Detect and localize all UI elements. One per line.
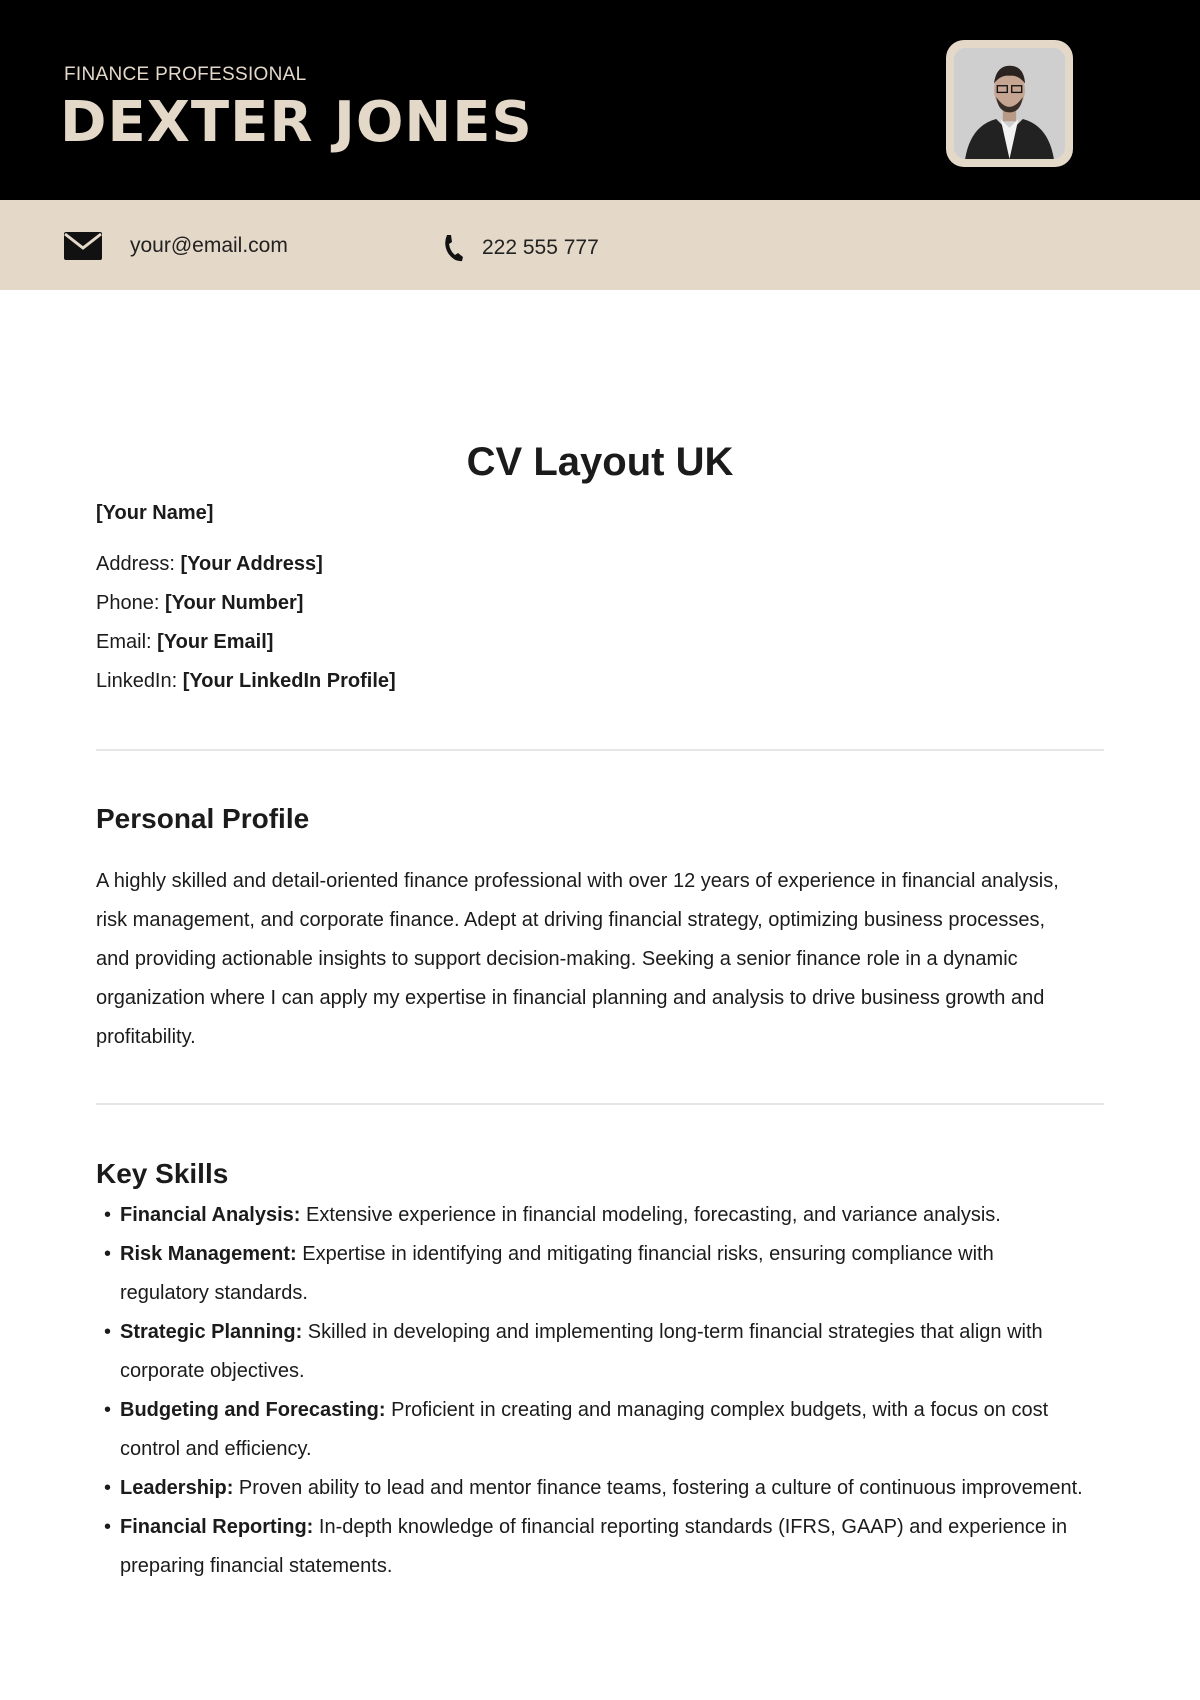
field-label: Address: bbox=[96, 553, 175, 575]
envelope-icon bbox=[64, 232, 102, 260]
profile-photo bbox=[946, 40, 1073, 167]
phone-text: 222 555 777 bbox=[482, 236, 599, 259]
skill-title: Budgeting and Forecasting: bbox=[120, 1399, 386, 1421]
field-label: LinkedIn: bbox=[96, 670, 178, 692]
email-line bbox=[96, 631, 273, 654]
list-item bbox=[96, 1508, 1086, 1586]
candidate-name: DEXTER JONES bbox=[60, 90, 533, 155]
field-value: [Your Email] bbox=[157, 631, 274, 653]
skill-title: Financial Reporting: bbox=[120, 1516, 314, 1538]
field-value: [Your Address] bbox=[180, 553, 323, 575]
contact-email bbox=[64, 232, 288, 260]
list-item bbox=[96, 1391, 1086, 1469]
job-title: FINANCE PROFESSIONAL bbox=[64, 64, 307, 85]
field-label: Phone: bbox=[96, 592, 160, 614]
skill-text: Expertise in identifying and mitigating financial risks, ensuring compliance with regulatory standards. bbox=[120, 1243, 994, 1304]
field-value: [Your LinkedIn Profile] bbox=[182, 670, 396, 692]
person-photo-icon bbox=[954, 48, 1065, 159]
profile-heading: Personal Profile bbox=[96, 803, 310, 834]
skill-title: Risk Management: bbox=[120, 1243, 297, 1265]
skill-text: Proficient in creating and managing complex budgets, with a focus on cost control and efficiency. bbox=[120, 1399, 1049, 1460]
contact-phone bbox=[442, 234, 599, 262]
skill-text: Skilled in developing and implementing long-term financial strategies that align with corporate objectives. bbox=[120, 1321, 1043, 1382]
skill-text: Proven ability to lead and mentor finance teams, fostering a culture of continuous improvement. bbox=[233, 1477, 1083, 1499]
skill-title: Financial Analysis: bbox=[120, 1204, 301, 1226]
skill-text: In-depth knowledge of financial reporting standards (IFRS, GAAP) and experience in preparing financial statements. bbox=[120, 1516, 1068, 1577]
divider bbox=[96, 1103, 1104, 1105]
skills-heading: Key Skills bbox=[96, 1158, 229, 1189]
list-item bbox=[96, 1235, 1086, 1313]
phone-line bbox=[96, 592, 303, 615]
linkedin-line bbox=[96, 670, 396, 693]
list-item bbox=[96, 1196, 1086, 1235]
skills-list bbox=[96, 1196, 1086, 1586]
profile-text: A highly skilled and detail-oriented finance professional with over 12 years of experience in financial analysis, risk management, and corporate finance. Adept at driving financial strategy, optimizing business processes, and providing actionable insights to support decision-making. Seeking a senior finance role in a dynamic organization where I can apply my expertise in financial planning and analysis to drive business growth and profitability. bbox=[96, 870, 1059, 1048]
document-title: CV Layout UK bbox=[466, 440, 734, 484]
your-name-placeholder: [Your Name] bbox=[96, 502, 214, 524]
skill-text: Extensive experience in financial modeling, forecasting, and variance analysis. bbox=[300, 1204, 1001, 1226]
divider bbox=[96, 749, 1104, 751]
list-item bbox=[96, 1469, 1086, 1508]
address-line bbox=[96, 553, 323, 576]
field-value: [Your Number] bbox=[164, 592, 304, 614]
skill-title: Leadership: bbox=[120, 1477, 234, 1499]
skill-title: Strategic Planning: bbox=[120, 1321, 303, 1343]
email-text: your@email.com bbox=[130, 234, 288, 257]
field-label: Email: bbox=[96, 631, 152, 653]
phone-icon bbox=[442, 234, 464, 262]
contact-bar bbox=[0, 200, 1200, 290]
list-item bbox=[96, 1313, 1086, 1391]
header-banner bbox=[0, 0, 1200, 200]
